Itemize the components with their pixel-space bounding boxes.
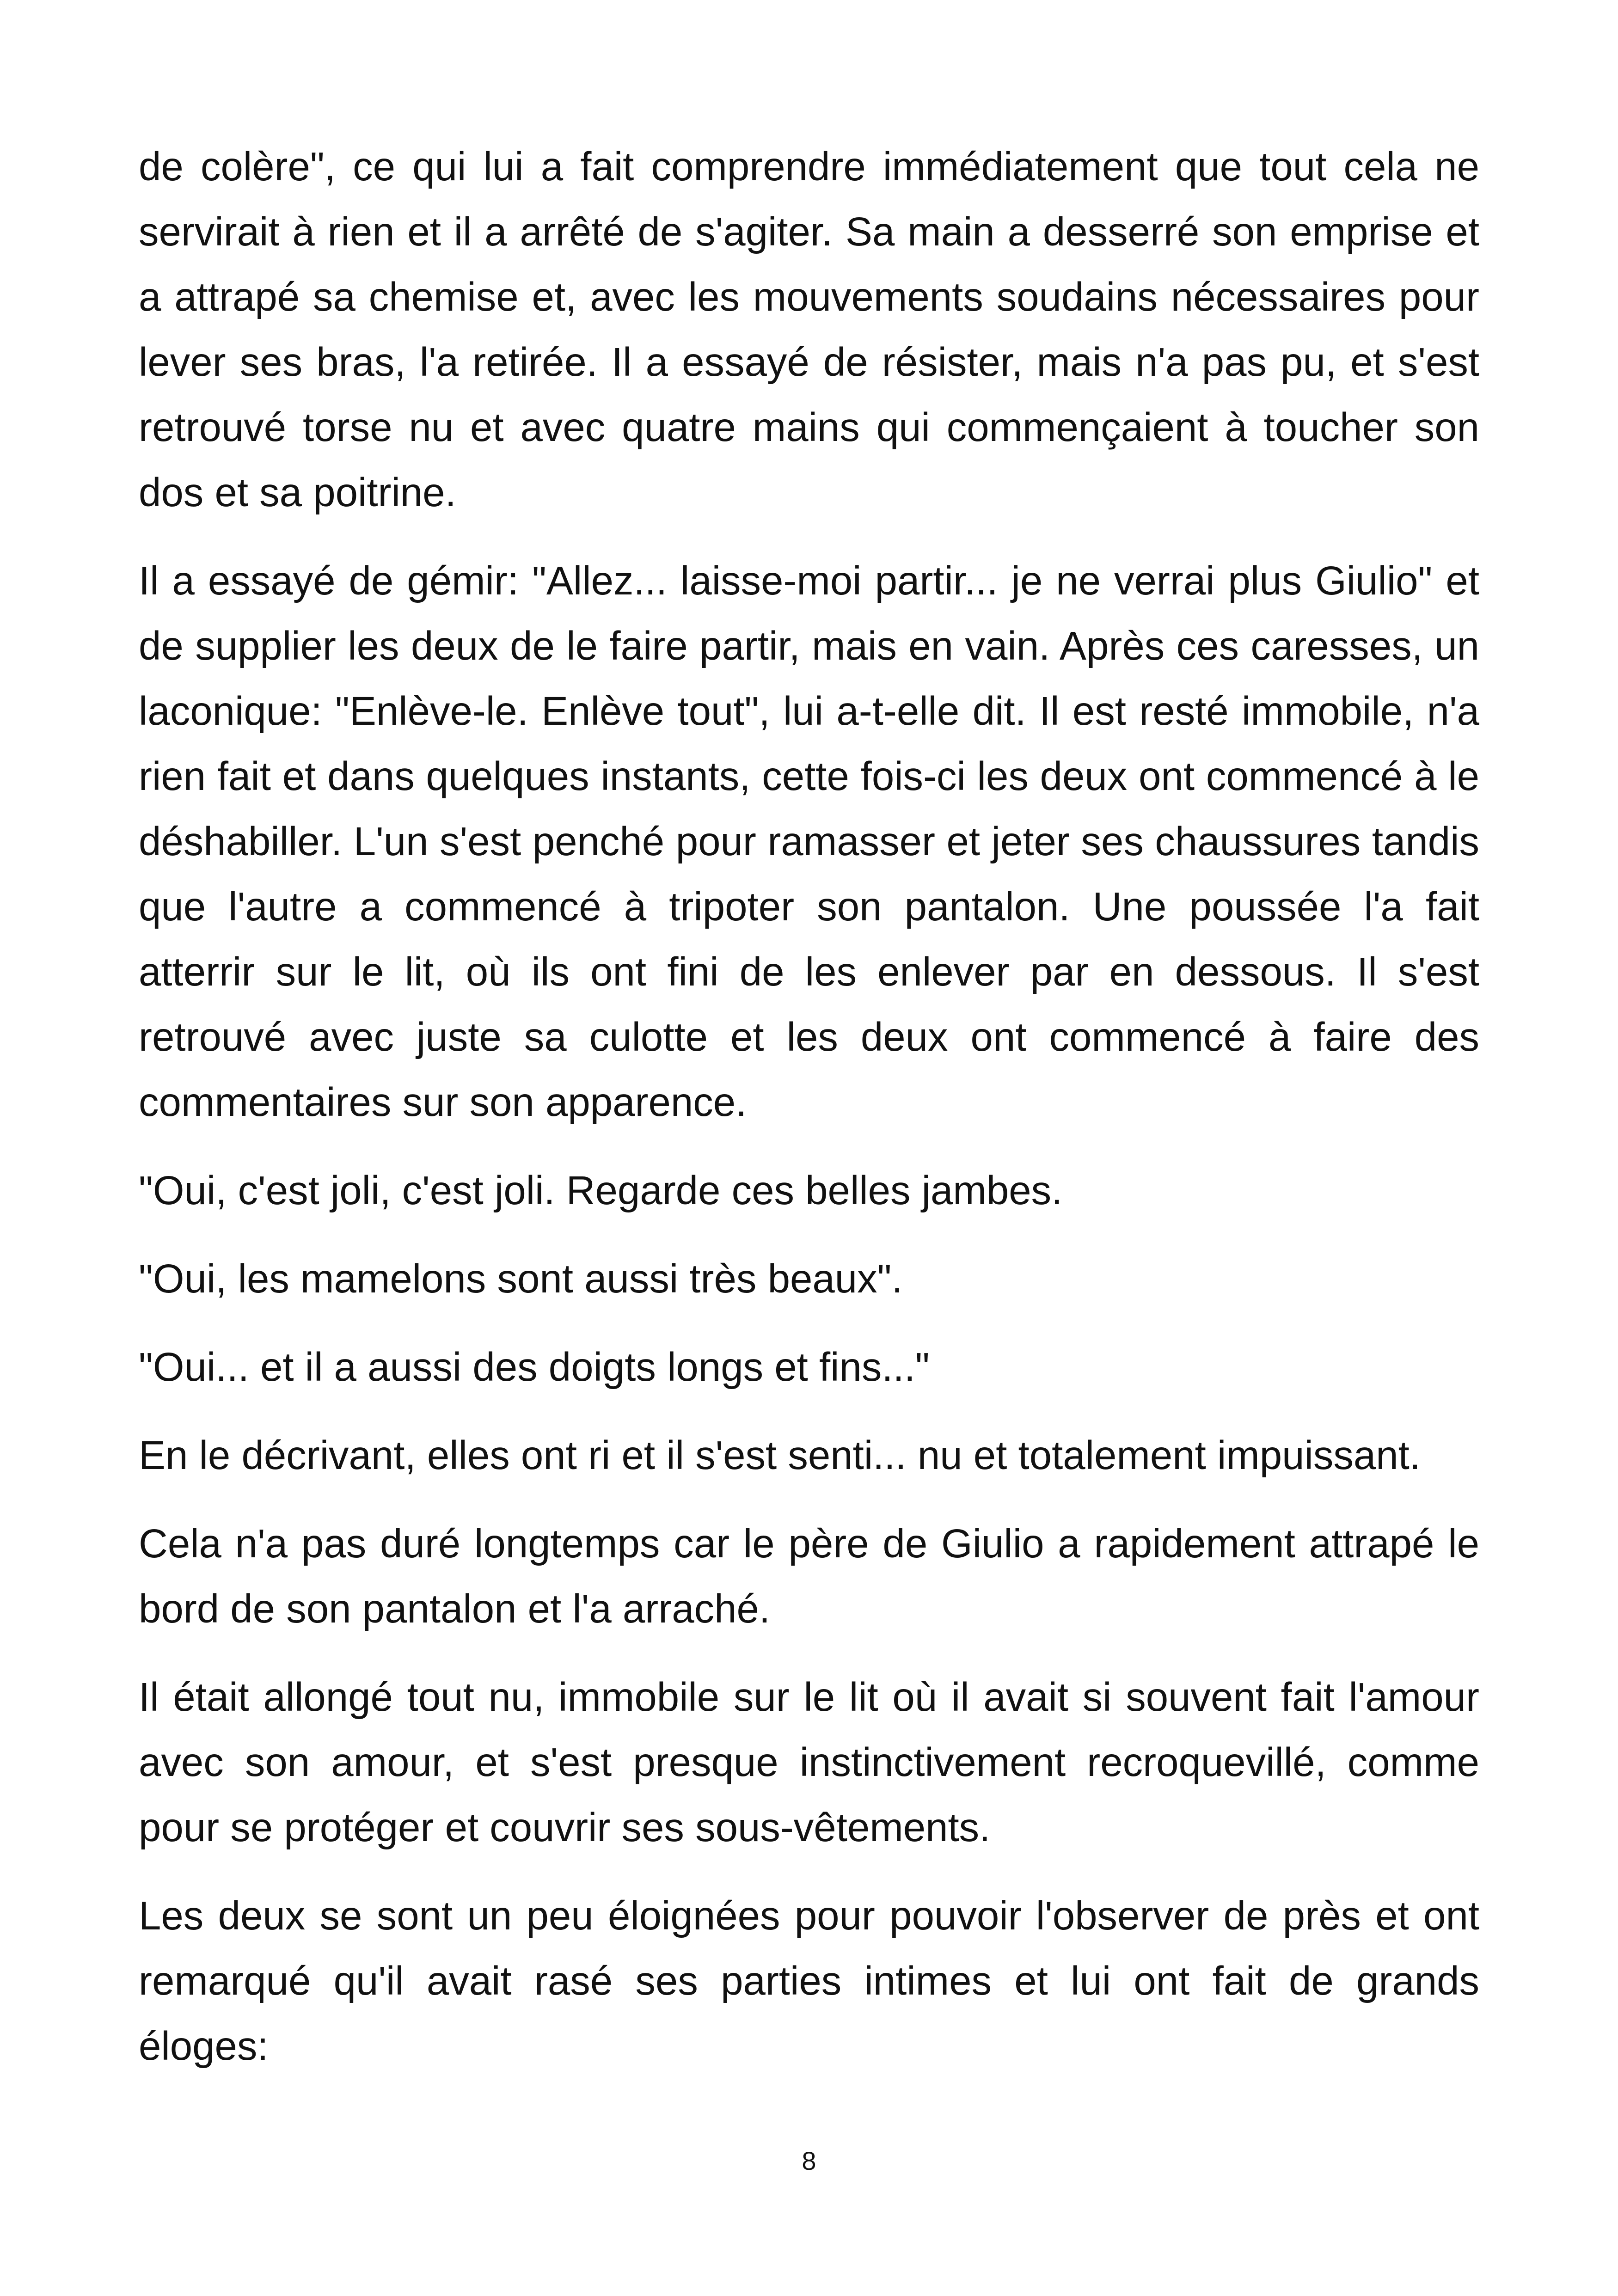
body-text: [139, 134, 1479, 2102]
paragraph: "Oui, c'est joli, c'est joli. Regarde ces belles jambes.: [139, 1168, 1063, 1213]
paragraph: Les deux se sont un peu éloignées pour pouvoir l'observer de près et ont remarqué qu'il avait rasé ses parties intimes et lui ont fait de grands éloges:: [139, 1893, 1479, 2069]
paragraph: de colère", ce qui lui a fait comprendre immédiatement que tout cela ne servirait à rien et il a arrêté de s'agiter. Sa main a desserré son emprise et a attrapé sa chemise et, avec les mouvements soudains nécessaires pour lever ses bras, l'a retirée. Il a essayé de résister, mais n'a pas pu, et s'est retrouvé torse nu et avec quatre mains qui commençaient à toucher son dos et sa poitrine.: [139, 144, 1479, 515]
paragraph: Il a essayé de gémir: "Allez... laisse-moi partir... je ne verrai plus Giulio" et de supplier les deux de le faire partir, mais en vain. Après ces caresses, un laconique: "Enlève-le. Enlève tout", lui a-t-elle dit. Il est resté immobile, n'a rien fait et dans quelques instants, cette fois-ci les deux ont commencé à le déshabiller. L'un s'est penché pour ramasser et jeter ses chaussures tandis que l'autre a commencé à tripoter son pantalon. Une poussée l'a fait atterrir sur le lit, où ils ont fini de les enlever par en dessous. Il s'est retrouvé avec juste sa culotte et les deux ont commencé à faire des commentaires sur son apparence.: [139, 558, 1479, 1125]
paragraph: "Oui... et il a aussi des doigts longs et fins...": [139, 1345, 930, 1390]
paragraph: En le décrivant, elles ont ri et il s'est senti... nu et totalement impuissant.: [139, 1433, 1421, 1478]
paragraph: Il était allongé tout nu, immobile sur le lit où il avait si souvent fait l'amour avec son amour, et s'est presque instinctivement recroquevillé, comme pour se protéger et couvrir ses sous-vêtements.: [139, 1675, 1479, 1850]
paragraph: Cela n'a pas duré longtemps car le père de Giulio a rapidement attrapé le bord de son pantalon et l'a arraché.: [139, 1521, 1479, 1631]
page-number: 8: [802, 2146, 816, 2175]
paragraph: "Oui, les mamelons sont aussi très beaux".: [139, 1256, 903, 1301]
